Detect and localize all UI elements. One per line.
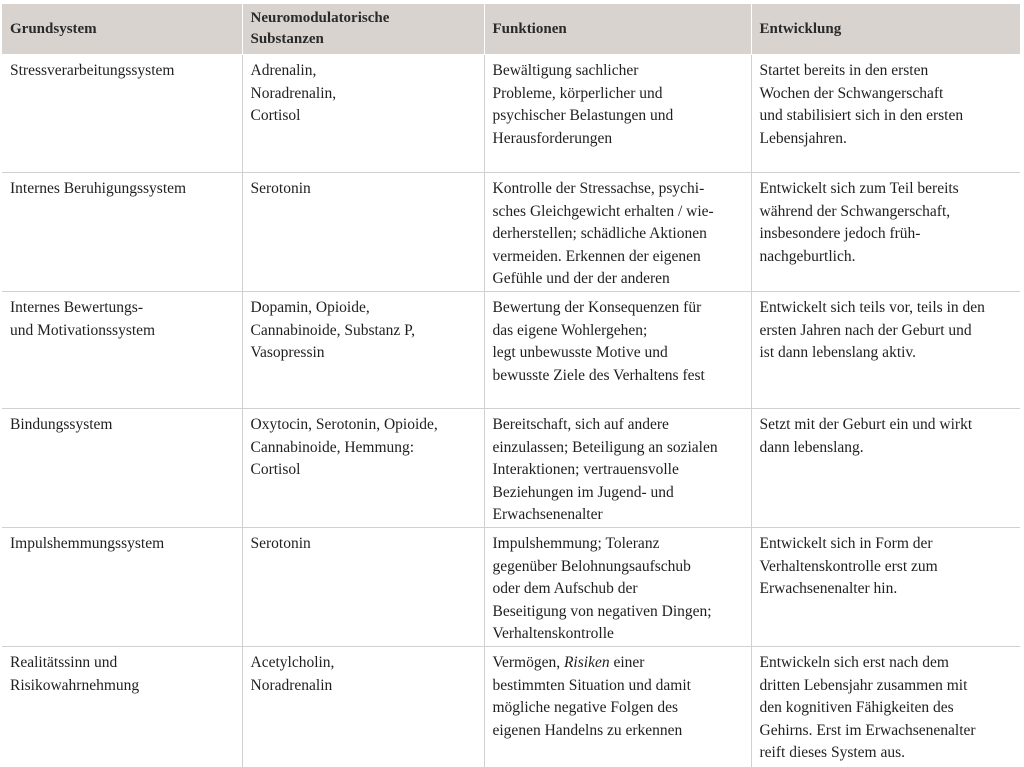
cell-grundsystem xyxy=(2,408,242,527)
cell-line: Herausforderungen xyxy=(493,128,743,151)
header-funktionen: Funktionen xyxy=(484,4,751,55)
cell-grundsystem xyxy=(2,646,242,767)
cell-funktionen xyxy=(484,55,751,173)
cell-line: Probleme, körperlicher und xyxy=(493,83,743,106)
neuromodulator-systems-table xyxy=(2,4,1020,767)
cell-line: den kognitiven Fähigkeiten des xyxy=(760,697,1013,720)
cell-line: Startet bereits in den ersten xyxy=(760,60,1013,83)
table-row xyxy=(2,408,1020,527)
cell-line: Serotonin xyxy=(251,533,476,556)
cell-line: Entwickeln sich erst nach dem xyxy=(760,652,1013,675)
cell-line: Noradrenalin xyxy=(251,675,476,698)
cell-line: Bindungssystem xyxy=(10,414,234,437)
cell-line: Dopamin, Opioide, xyxy=(251,297,476,320)
cell-line: Stressverarbeitungssystem xyxy=(10,60,234,83)
cell-line: Bewältigung sachlicher xyxy=(493,60,743,83)
cell-line: dann lebenslang. xyxy=(760,437,1013,460)
cell-entwicklung xyxy=(751,173,1020,292)
cell-line: ist dann lebenslang aktiv. xyxy=(760,342,1013,365)
table-body xyxy=(2,55,1020,767)
cell-line: Oxytocin, Serotonin, Opioide, xyxy=(251,414,476,437)
cell-line: gegenüber Belohnungsaufschub xyxy=(493,556,743,579)
cell-line: Beziehungen im Jugend- und xyxy=(493,482,743,505)
cell-entwicklung xyxy=(751,527,1020,646)
cell-line: nachgeburtlich. xyxy=(760,246,1013,269)
cell-line: Bewertung der Konsequenzen für xyxy=(493,297,743,320)
cell-substanzen xyxy=(242,55,484,173)
cell-funktionen xyxy=(484,646,751,767)
cell-line: Gehirns. Erst im Erwachsenenalter xyxy=(760,720,1013,743)
cell-funktionen xyxy=(484,408,751,527)
cell-line: das eigene Wohlergehen; xyxy=(493,320,743,343)
text-run: einer xyxy=(610,654,645,671)
cell-line: Cannabinoide, Hemmung: xyxy=(251,437,476,460)
cell-line: bestimmten Situation und damit xyxy=(493,675,743,698)
table-header xyxy=(2,4,1020,55)
cell-line: bewusste Ziele des Verhaltens fest xyxy=(493,365,743,388)
cell-line: Cortisol xyxy=(251,459,476,482)
cell-line: Risikowahrnehmung xyxy=(10,675,234,698)
cell-entwicklung xyxy=(751,646,1020,767)
cell-line: ersten Jahren nach der Geburt und xyxy=(760,320,1013,343)
cell-line: Impulshemmung; Toleranz xyxy=(493,533,743,556)
cell-line: Beseitigung von negativen Dingen; xyxy=(493,601,743,624)
cell-line: insbesondere jedoch früh- xyxy=(760,223,1013,246)
cell-substanzen xyxy=(242,291,484,408)
cell-line: Lebensjahren. xyxy=(760,128,1013,151)
cell-funktionen xyxy=(484,291,751,408)
cell-line: Entwickelt sich in Form der xyxy=(760,533,1013,556)
cell-line: Setzt mit der Geburt ein und wirkt xyxy=(760,414,1013,437)
cell-line: Noradrenalin, xyxy=(251,83,476,106)
cell-line: Vasopressin xyxy=(251,342,476,365)
cell-funktionen xyxy=(484,527,751,646)
cell-line: einzulassen; Beteiligung an sozialen xyxy=(493,437,743,460)
cell-line xyxy=(493,652,743,675)
cell-line: reift dieses System aus. xyxy=(760,742,1013,765)
cell-entwicklung xyxy=(751,55,1020,173)
cell-line: Entwickelt sich zum Teil bereits xyxy=(760,178,1013,201)
cell-line: sches Gleichgewicht erhalten / wie- xyxy=(493,201,743,224)
cell-grundsystem xyxy=(2,173,242,292)
emphasis-risiken: Risiken xyxy=(564,654,610,671)
cell-substanzen xyxy=(242,646,484,767)
cell-grundsystem xyxy=(2,291,242,408)
table-row xyxy=(2,527,1020,646)
cell-line: Cannabinoide, Substanz P, xyxy=(251,320,476,343)
cell-line: und Motivationssystem xyxy=(10,320,234,343)
cell-line: mögliche negative Folgen des xyxy=(493,697,743,720)
cell-line: Entwickelt sich teils vor, teils in den xyxy=(760,297,1013,320)
cell-line: Serotonin xyxy=(251,178,476,201)
cell-line: eigenen Handelns zu erkennen xyxy=(493,720,743,743)
cell-line: Bereitschaft, sich auf andere xyxy=(493,414,743,437)
cell-line: Realitätssinn und xyxy=(10,652,234,675)
cell-line: Verhaltenskontrolle erst zum xyxy=(760,556,1013,579)
cell-line: Internes Bewertungs- xyxy=(10,297,234,320)
table-row xyxy=(2,291,1020,408)
cell-line: Adrenalin, xyxy=(251,60,476,83)
cell-line: Interaktionen; vertrauensvolle xyxy=(493,459,743,482)
table-row xyxy=(2,55,1020,173)
cell-line: derherstellen; schädliche Aktionen xyxy=(493,223,743,246)
table-row xyxy=(2,646,1020,767)
header-row xyxy=(2,4,1020,55)
cell-funktionen xyxy=(484,173,751,292)
cell-line: während der Schwangerschaft, xyxy=(760,201,1013,224)
header-entwicklung: Entwicklung xyxy=(751,4,1020,55)
cell-line: Acetylcholin, xyxy=(251,652,476,675)
cell-entwicklung xyxy=(751,408,1020,527)
cell-substanzen xyxy=(242,408,484,527)
cell-line: Kontrolle der Stressachse, psychi- xyxy=(493,178,743,201)
cell-substanzen xyxy=(242,527,484,646)
cell-line: Erwachsenenalter hin. xyxy=(760,578,1013,601)
cell-line: legt unbewusste Motive und xyxy=(493,342,743,365)
cell-grundsystem xyxy=(2,527,242,646)
header-substanzen: Neuromodulatorische Substanzen xyxy=(242,4,484,55)
cell-line: Verhaltenskontrolle xyxy=(493,623,743,646)
table-row xyxy=(2,173,1020,292)
cell-line: Impulshemmungssystem xyxy=(10,533,234,556)
cell-line: dritten Lebensjahr zusammen mit xyxy=(760,675,1013,698)
text-run: Vermögen, xyxy=(493,654,564,671)
cell-line: Gefühle und der der anderen xyxy=(493,268,743,291)
cell-line: oder dem Aufschub der xyxy=(493,578,743,601)
header-grundsystem: Grundsystem xyxy=(2,4,242,55)
cell-line: Cortisol xyxy=(251,105,476,128)
cell-line: und stabilisiert sich in den ersten xyxy=(760,105,1013,128)
cell-line: Wochen der Schwangerschaft xyxy=(760,83,1013,106)
cell-entwicklung xyxy=(751,291,1020,408)
cell-grundsystem xyxy=(2,55,242,173)
cell-line: vermeiden. Erkennen der eigenen xyxy=(493,246,743,269)
cell-line: Erwachsenenalter xyxy=(493,504,743,527)
cell-substanzen xyxy=(242,173,484,292)
cell-line: Internes Beruhigungssystem xyxy=(10,178,234,201)
cell-line: psychischer Belastungen und xyxy=(493,105,743,128)
